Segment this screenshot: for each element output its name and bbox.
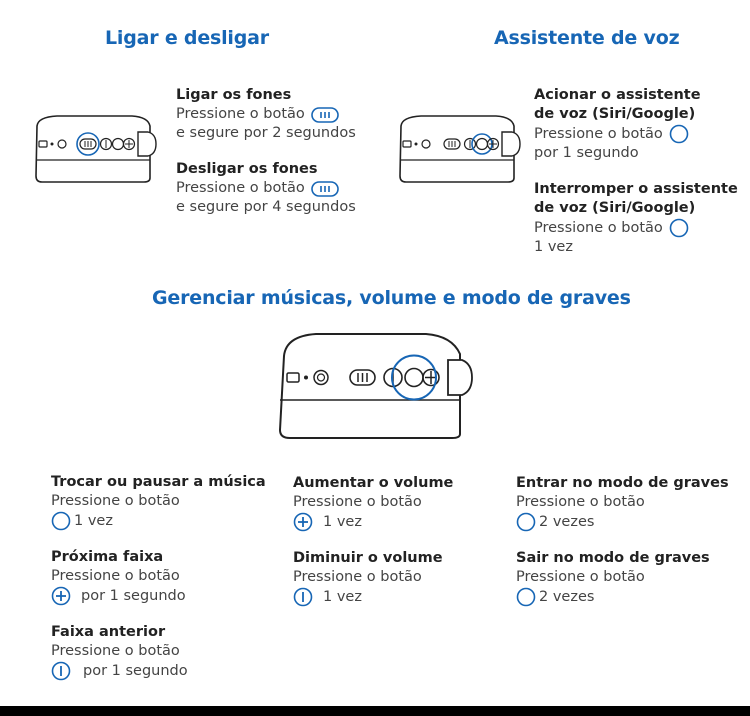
next-track-block	[51, 548, 186, 606]
bass-mode-off-line1: Pressione o botão	[516, 569, 645, 585]
previous-track-line2: por 1 segundo	[83, 662, 188, 679]
volume-down-button-icon	[51, 661, 71, 681]
voice-activate-block	[534, 86, 701, 163]
volume-down-block	[293, 549, 443, 607]
multifunction-button-icon	[516, 512, 536, 532]
power-on-block	[176, 86, 356, 143]
voice-stop-title-2: de voz (Siri/Google)	[534, 200, 696, 216]
bass-mode-off-title: Sair no modo de graves	[516, 550, 710, 566]
volume-down-title: Diminuir o volume	[293, 550, 443, 566]
power-button-icon	[311, 181, 339, 197]
next-track-title: Próxima faixa	[51, 549, 164, 565]
volume-down-line2: 1 vez	[323, 588, 362, 605]
headphone-earcup-illustration-music	[276, 330, 476, 442]
power-on-title: Ligar os fones	[176, 87, 292, 103]
volume-down-line1: Pressione o botão	[293, 569, 422, 585]
multifunction-button-icon	[669, 124, 689, 144]
play-pause-line1: Pressione o botão	[51, 493, 180, 509]
play-pause-block	[51, 473, 266, 531]
volume-up-title: Aumentar o volume	[293, 475, 454, 491]
previous-track-title: Faixa anterior	[51, 624, 166, 640]
voice-activate-line1: Pressione o botão	[534, 125, 663, 142]
bass-mode-on-block	[516, 474, 729, 532]
bass-mode-on-line2: 2 vezes	[539, 513, 595, 530]
power-on-line2: e segure por 2 segundos	[176, 125, 356, 141]
power-on-line1: Pressione o botão	[176, 106, 305, 122]
section-title-power: Ligar e desligar	[105, 27, 269, 49]
volume-down-button-icon	[293, 587, 313, 607]
voice-activate-title-1: Acionar o assistente	[534, 87, 701, 103]
bass-mode-off-block	[516, 549, 710, 607]
bass-mode-on-line1: Pressione o botão	[516, 494, 645, 510]
voice-stop-title-1: Interromper o assistente	[534, 181, 738, 197]
headphone-earcup-illustration-voice	[396, 112, 526, 184]
volume-up-button-icon	[51, 586, 71, 606]
volume-up-block	[293, 474, 453, 532]
power-off-line2: e segure por 4 segundos	[176, 199, 356, 215]
multifunction-button-icon	[669, 218, 689, 238]
voice-stop-line1: Pressione o botão	[534, 219, 663, 236]
previous-track-line1: Pressione o botão	[51, 643, 180, 659]
voice-activate-title-2: de voz (Siri/Google)	[534, 106, 696, 122]
power-off-block	[176, 160, 356, 217]
voice-activate-line2: por 1 segundo	[534, 145, 639, 161]
volume-up-button-icon	[293, 512, 313, 532]
headphone-earcup-illustration-power	[32, 112, 162, 184]
power-off-line1: Pressione o botão	[176, 180, 305, 196]
voice-stop-line2: 1 vez	[534, 239, 573, 255]
power-button-icon	[311, 107, 339, 123]
volume-up-line1: Pressione o botão	[293, 494, 422, 510]
previous-track-block	[51, 623, 188, 681]
play-pause-line2: 1 vez	[74, 512, 113, 529]
section-title-voice: Assistente de voz	[494, 27, 680, 49]
next-track-line2: por 1 segundo	[81, 587, 186, 604]
power-off-title: Desligar os fones	[176, 161, 318, 177]
bass-mode-off-line2: 2 vezes	[539, 588, 595, 605]
play-pause-title: Trocar ou pausar a música	[51, 474, 266, 490]
next-track-line1: Pressione o botão	[51, 568, 180, 584]
section-title-music: Gerenciar músicas, volume e modo de graves	[152, 287, 631, 309]
voice-stop-block	[534, 180, 738, 257]
bass-mode-on-title: Entrar no modo de graves	[516, 475, 729, 491]
multifunction-button-icon	[51, 511, 71, 531]
multifunction-button-icon	[516, 587, 536, 607]
bottom-border	[0, 706, 750, 716]
volume-up-line2: 1 vez	[323, 513, 362, 530]
